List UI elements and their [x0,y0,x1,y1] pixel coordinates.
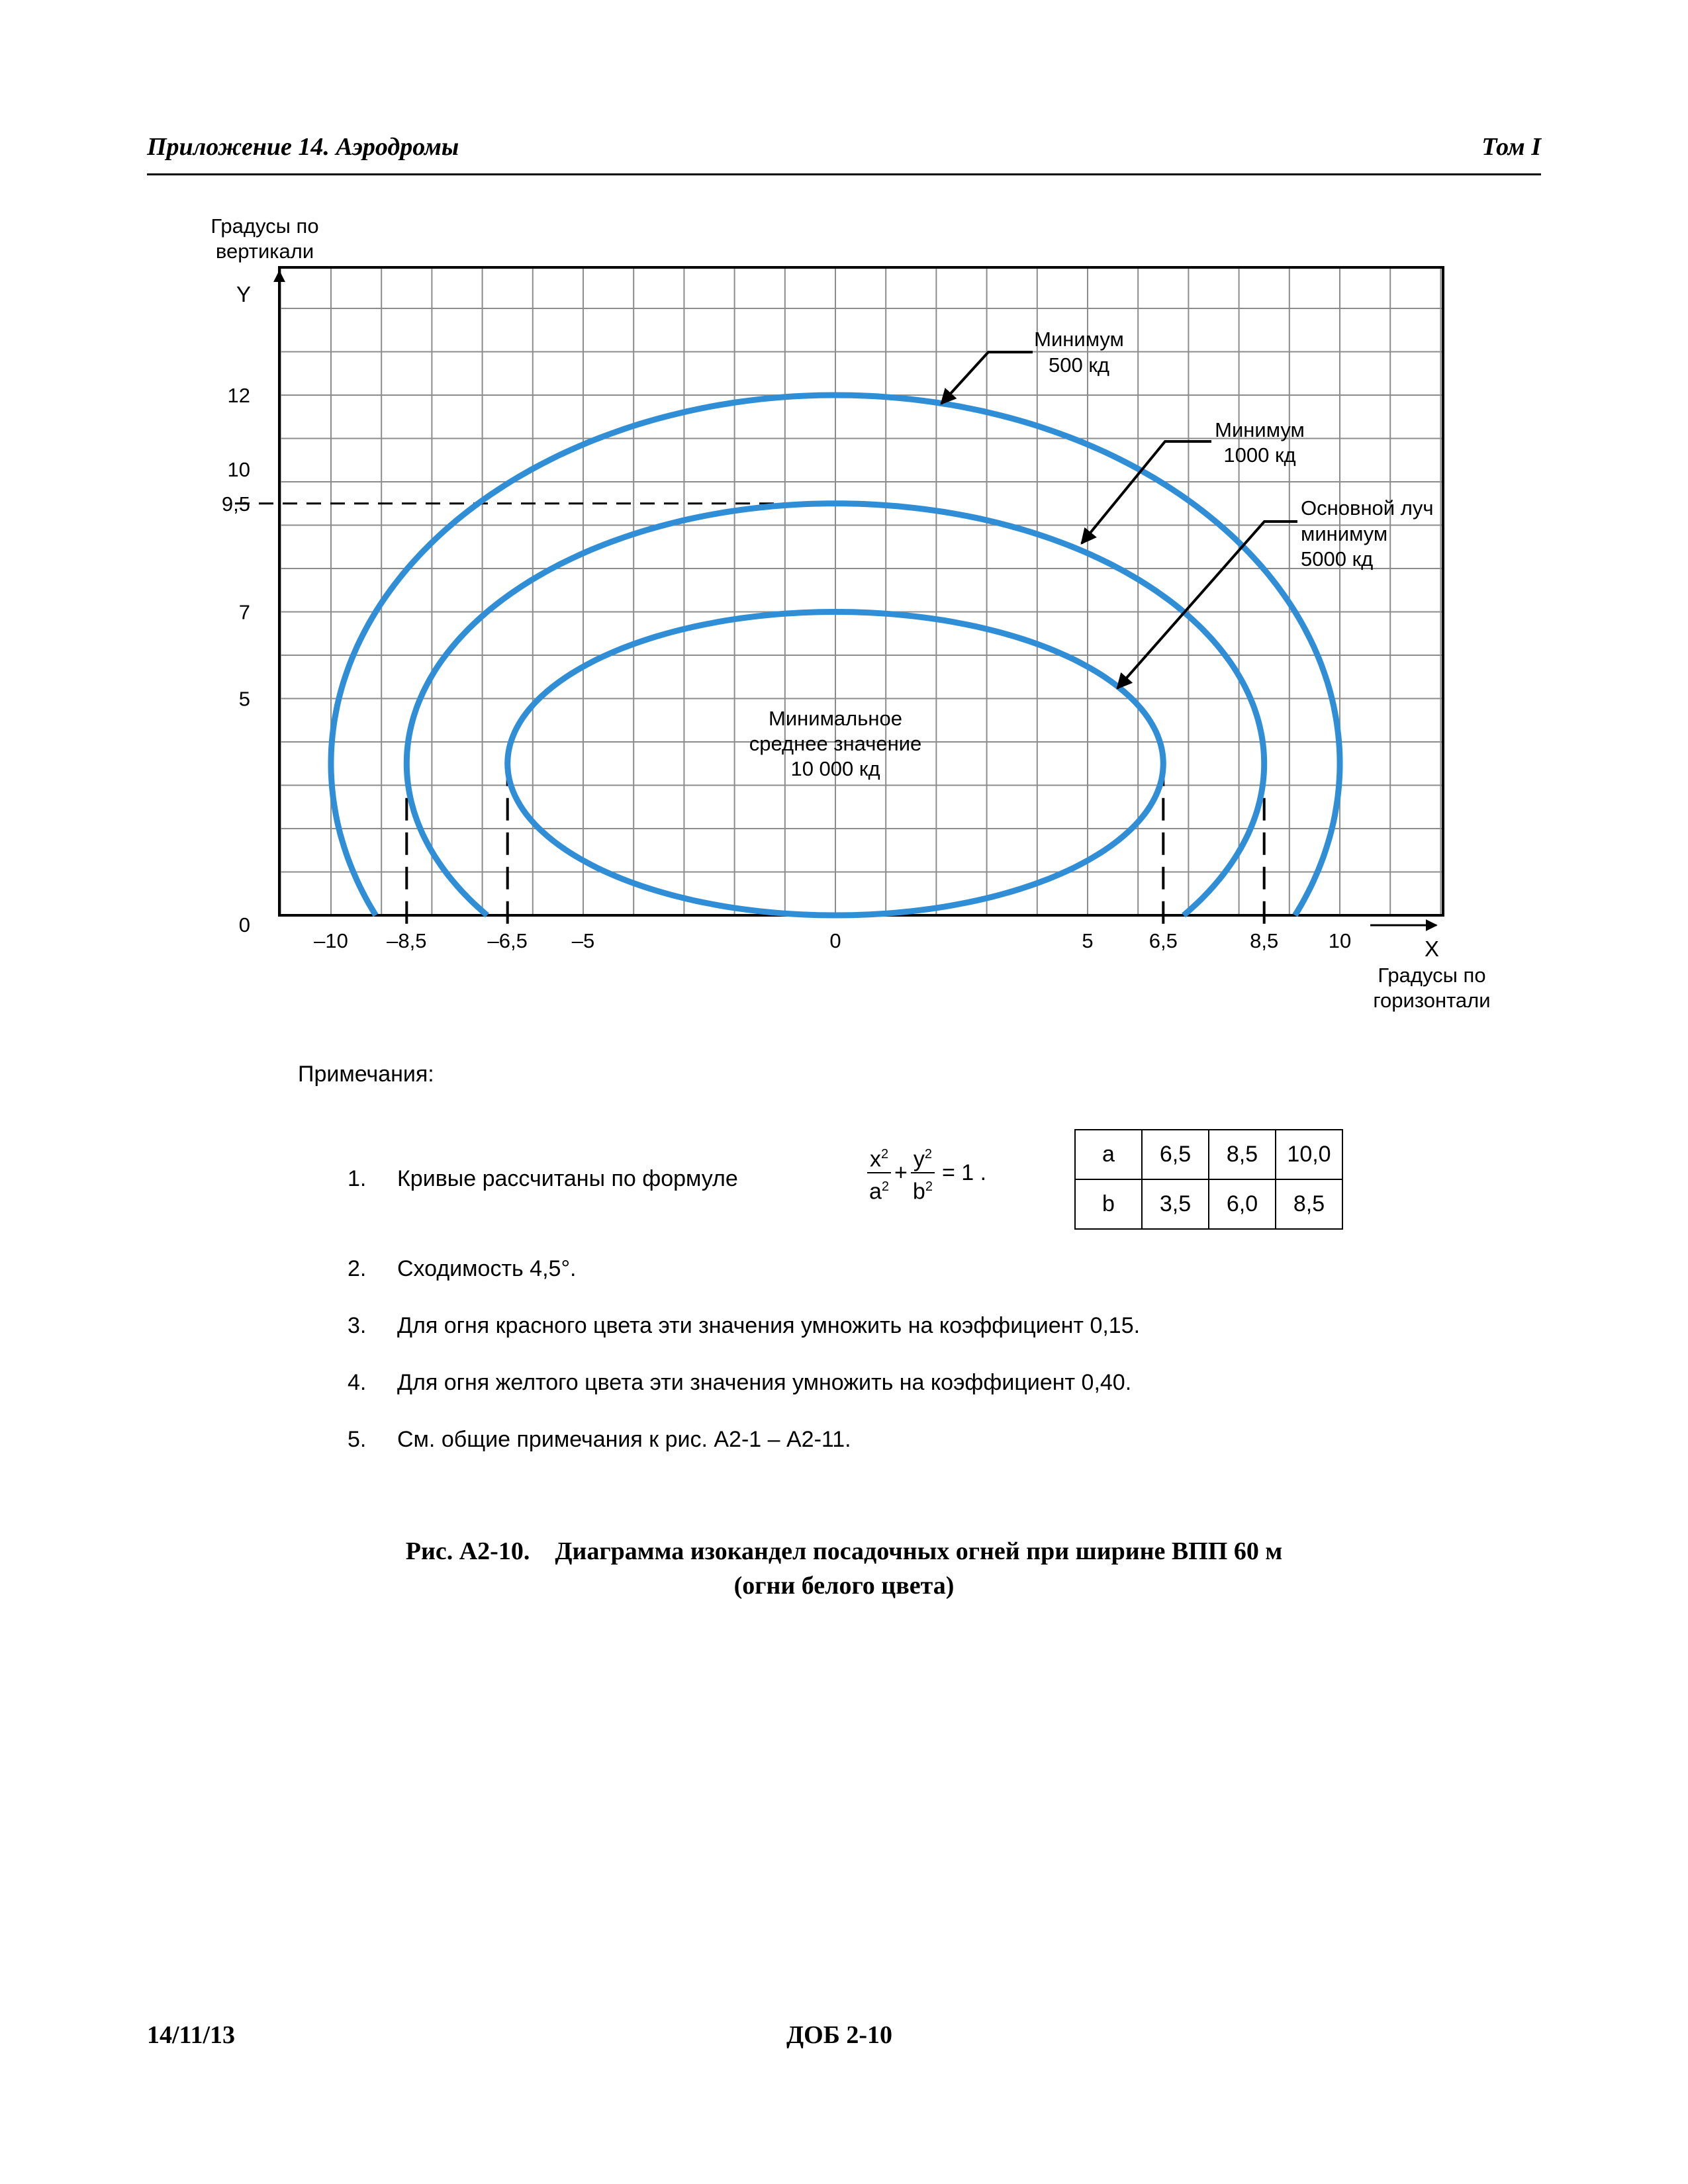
note-3-text: Для огня красного цвета эти значения умножить на коэффициент 0,15. [397,1313,1141,1338]
note-4-text: Для огня желтого цвета эти значения умножить на коэффициент 0,40. [397,1370,1132,1395]
callout-1000-arrow [1082,441,1211,543]
table-cell: 8,5 [1276,1179,1342,1229]
note-3-number: 3. [348,1313,367,1338]
callout-5000-line-1: Основной луч [1301,496,1434,520]
x-tick-label: –5 [571,929,595,952]
center-label-line-3: 10 000 кд [790,757,880,780]
x-tick-label: 8,5 [1250,929,1279,952]
note-5 [348,1427,851,1453]
table-cell: 8,5 [1209,1130,1276,1179]
y-tick-label: 10 [227,458,250,481]
y-tick-label: 9,5 [221,492,250,516]
note-5-number: 5. [348,1427,367,1452]
callout-5000-line-2: минимум [1301,522,1388,545]
table-cell: 6,5 [1142,1130,1209,1179]
callout-500-line-1: Минимум [1034,328,1124,351]
x-tick-label: –6,5 [487,929,528,952]
header-volume: Том I [1481,133,1541,161]
ellipse-formula [864,1141,986,1205]
x-axis-title-line-1: Градусы по [1378,964,1486,987]
x-tick-label: –8,5 [387,929,427,952]
callout-1000-line-2: 1000 кд [1223,443,1296,467]
formula-y-fraction: $\frac{y^2}{b^2}$ [910,1141,935,1205]
figure-caption [147,1534,1541,1603]
note-2 [348,1256,577,1282]
header-left-title: Приложение 14. Аэродромы [147,133,459,161]
table-cell: a [1075,1130,1142,1179]
plot-frame [279,267,1443,915]
y-axis-title-line-1: Градусы по [211,214,319,238]
note-4 [348,1370,1131,1396]
table-cell: 3,5 [1142,1179,1209,1229]
note-2-text: Сходимость 4,5°. [397,1256,577,1281]
callout-1000-line-1: Минимум [1215,418,1305,441]
note-1 [348,1166,738,1192]
footer-page-number: ДОБ 2-10 [786,2021,892,2049]
notes-title: Примечания: [298,1062,434,1087]
isocandela-chart [0,0,1688,1059]
y-axis-letter: Y [236,282,252,306]
x-axis-letter: X [1424,936,1440,961]
y-axis-title-line-2: вертикали [215,240,314,263]
x-axis-title-line-2: горизонтали [1373,989,1491,1012]
note-3 [348,1313,1140,1339]
note-1-text: Кривые рассчитаны по формуле [397,1166,738,1191]
note-4-number: 4. [348,1370,367,1395]
table-cell: b [1075,1179,1142,1229]
x-tick-label: 6,5 [1149,929,1178,952]
table-cell: 6,0 [1209,1179,1276,1229]
formula-x-fraction: $\frac{x^2}{a^2}$ [867,1141,892,1205]
caption-line-1: Рис. А2-10. Диаграмма изокандел посадочных огней при ширине ВПП 60 м [405,1537,1283,1565]
callout-5000-arrow [1117,522,1297,688]
y-tick-label: 0 [238,913,250,936]
footer-date: 14/11/13 [147,2021,236,2049]
x-tick-label: 5 [1082,929,1094,952]
note-2-number: 2. [348,1256,367,1281]
callout-5000-line-3: 5000 кд [1301,547,1374,570]
table-row [1075,1179,1342,1229]
note-1-number: 1. [348,1166,367,1191]
y-tick-label: 12 [227,384,250,407]
table-row [1075,1130,1342,1179]
formula-plus: + [894,1160,908,1185]
y-tick-label: 5 [238,687,250,711]
center-label-line-2: среднее значение [749,732,922,755]
formula-equals: = 1 . [941,1160,987,1185]
callout-500-line-2: 500 кд [1049,353,1109,377]
x-tick-label: –10 [314,929,348,952]
table-cell: 10,0 [1276,1130,1342,1179]
ellipse-parameters-table [1074,1129,1343,1230]
caption-line-2: (огни белого цвета) [733,1572,955,1600]
y-tick-label: 7 [238,600,250,624]
x-tick-label: 10 [1328,929,1352,952]
note-5-text: См. общие примечания к рис. А2-1 – А2-11. [397,1427,851,1452]
x-tick-label: 0 [829,929,841,952]
center-label-line-1: Минимальное [769,707,902,730]
